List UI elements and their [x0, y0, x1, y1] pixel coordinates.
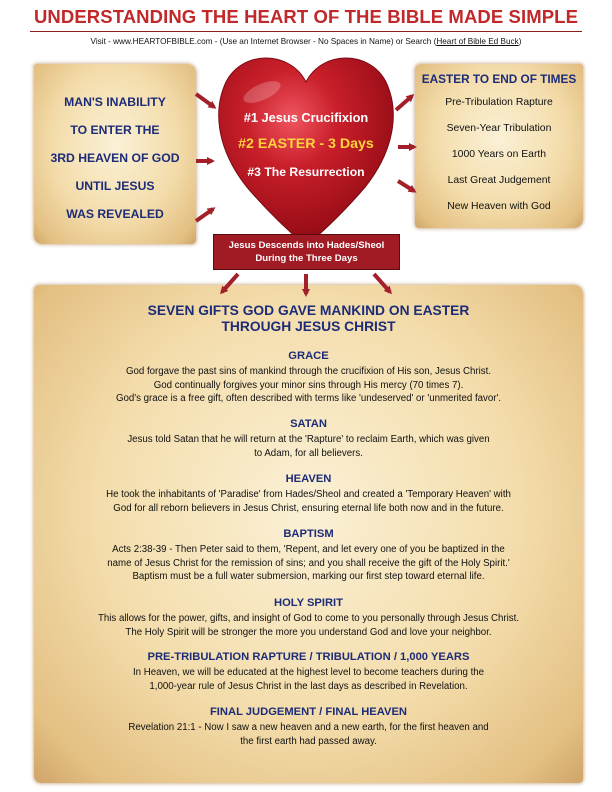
- section-line: God forgave the past sins of mankind through the crucifixion of His son, Jesus Christ.: [125, 366, 492, 377]
- main-title-line-1: SEVEN GIFTS GOD GAVE MANKIND ON EASTER: [147, 303, 470, 318]
- section-heading: GRACE: [288, 350, 329, 362]
- right-list-item: Seven-Year Tribulation: [446, 123, 552, 134]
- section-heading: SATAN: [290, 418, 327, 430]
- left-line: 3RD HEAVEN OF GOD: [50, 151, 180, 165]
- section-final-judgement: [44, 706, 573, 748]
- left-line: UNTIL JESUS: [75, 179, 155, 193]
- section-line: Jesus told Satan that he will return at the 'Rapture' to reclaim Earth, which was given: [127, 434, 490, 445]
- main-title-line-2: THROUGH JESUS CHRIST: [221, 319, 396, 334]
- arrow-left-top: [196, 94, 214, 107]
- section-grace: [44, 350, 573, 406]
- section-heading: FINAL JUDGEMENT / FINAL HEAVEN: [209, 706, 408, 718]
- page-title: UNDERSTANDING THE HEART OF THE BIBLE MADE SIMPLE: [33, 6, 579, 27]
- section-heading: BAPTISM: [283, 528, 334, 540]
- section-line: God's grace is a free gift, often described with terms like 'undeserved' or 'unmerited favor'.: [115, 393, 502, 405]
- section-line: This allows for the power, gifts, and insight of God to come to you personally through Jesus Christ.: [97, 613, 520, 624]
- main-title: [34, 303, 583, 335]
- section-heading: HOLY SPIRIT: [273, 597, 343, 609]
- arrow-right-top: [396, 96, 412, 110]
- hades-line-2: During the Three Days: [255, 253, 358, 264]
- arrow-right-bottom: [398, 181, 414, 191]
- right-box-title: EASTER TO END OF TIMES: [421, 72, 577, 86]
- right-list-item: Last Great Judgement: [447, 175, 551, 186]
- visit-close: ): [518, 37, 522, 46]
- heart-shape: [219, 58, 394, 246]
- right-list-item: Pre-Tribulation Rapture: [445, 97, 553, 108]
- section-line: Revelation 21:1 - Now I saw a new heaven and a new earth, for the first heaven and: [128, 722, 489, 733]
- hades-box: [213, 234, 400, 270]
- section-heading: PRE-TRIBULATION RAPTURE / TRIBULATION / 1,000 YEARS: [147, 651, 470, 663]
- section-line: the first earth had passed away.: [240, 735, 377, 747]
- section-line: name of Jesus Christ for the remission of sins; and you shall receive the gift of the Holy Spirit.': [107, 557, 510, 569]
- section-line: to Adam, for all believers.: [254, 447, 363, 459]
- visit-text: Visit - www.HEARTOFBIBLE.com - (Use an Internet Browser - No Spaces in Name) or Search (: [90, 37, 437, 46]
- arrow-left-bottom: [196, 209, 213, 221]
- right-list-item: 1000 Years on Earth: [451, 149, 547, 160]
- heart-line-easter: #2 EASTER - 3 Days: [238, 136, 374, 152]
- section-holy-spirit: [44, 597, 573, 639]
- section-heaven: [44, 473, 573, 515]
- section-line: The Holy Spirit will be stronger the more you understand God and love your neighbor.: [125, 626, 492, 638]
- section-line: Acts 2:38-39 - Then Peter said to them, 'Repent, and let every one of you be baptized in the: [112, 544, 505, 555]
- left-line: WAS REVEALED: [66, 207, 164, 221]
- arrow-down-left: [222, 274, 238, 292]
- heart-line-resurrection: #3 The Resurrection: [247, 165, 365, 179]
- section-line: God continually forgives your minor sins through His mercy (70 times 7).: [153, 379, 464, 391]
- section-line: God for all reborn believers in Jesus Christ, ensuring eternal life both now and in the future.: [113, 502, 504, 514]
- left-box-text: [34, 92, 196, 232]
- left-line: MAN'S INABILITY: [64, 95, 166, 109]
- arrow-down-right: [374, 274, 390, 292]
- left-line: TO ENTER THE: [70, 123, 160, 137]
- heart-line-crucifixion: #1 Jesus Crucifixion: [243, 110, 369, 125]
- hades-line-1: Jesus Descends into Hades/Sheol: [228, 240, 385, 251]
- right-list-item: New Heaven with God: [447, 201, 551, 212]
- right-box-list: [415, 96, 583, 226]
- section-baptism: [44, 528, 573, 584]
- section-rapture: [44, 651, 573, 693]
- section-line: He took the inhabitants of 'Paradise' from Hades/Sheol and created a 'Temporary Heaven' with: [106, 489, 511, 500]
- section-line: 1,000-year rule of Jesus Christ in the last days as described in Revelation.: [149, 680, 468, 692]
- section-satan: [44, 418, 573, 460]
- section-line: In Heaven, we will be educated at the highest level to become teachers during the: [132, 667, 485, 678]
- section-heading: HEAVEN: [285, 473, 332, 485]
- section-line: Baptism must be a full water submersion, marking our first step toward eternal life.: [132, 571, 485, 583]
- search-term-link[interactable]: Heart of Bible Ed Buck: [436, 37, 519, 46]
